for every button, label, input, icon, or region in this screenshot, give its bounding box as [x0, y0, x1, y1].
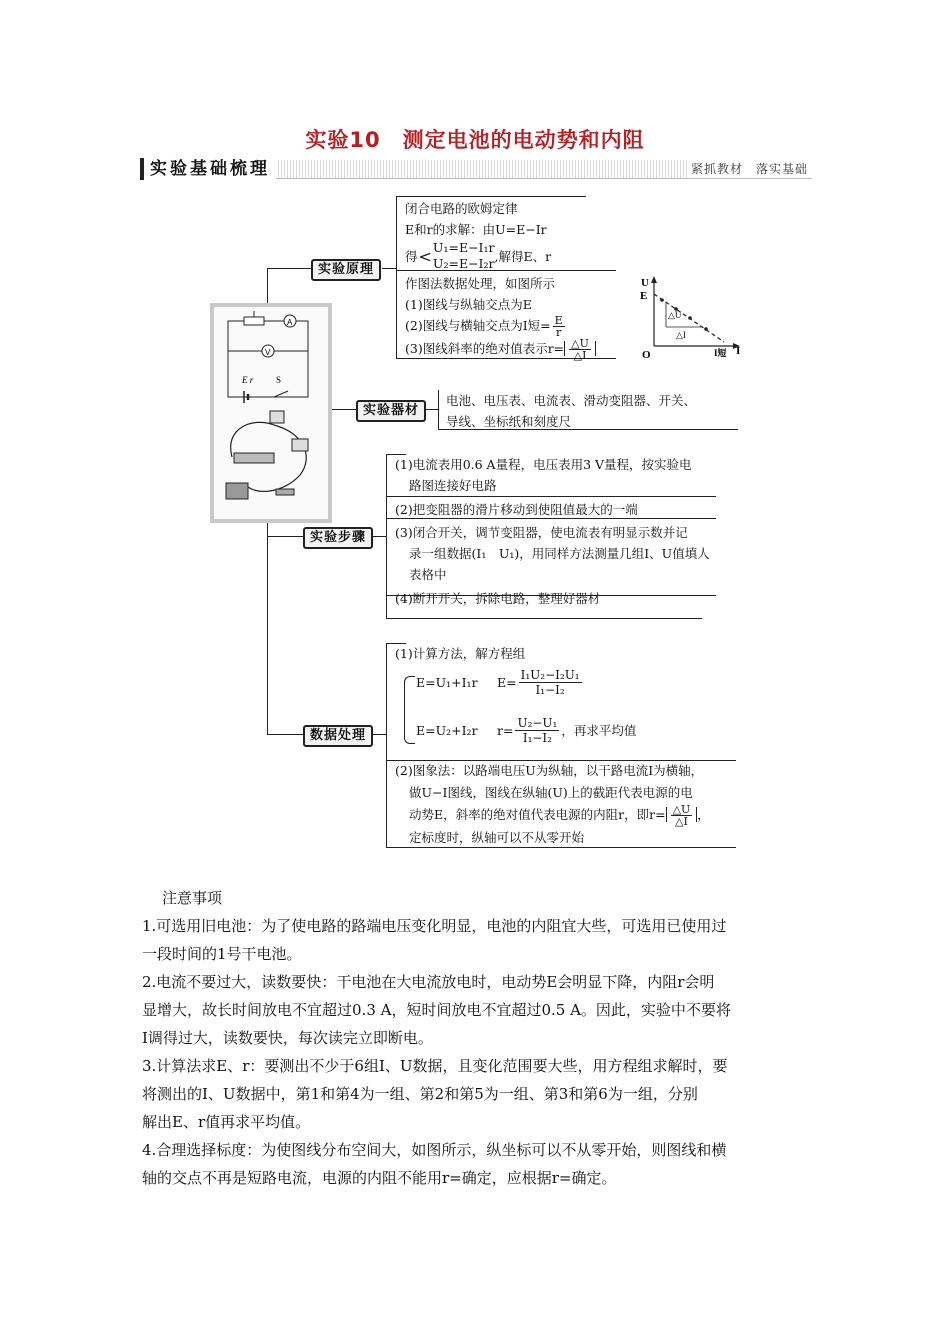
graph-origin-label: O: [642, 349, 651, 361]
principle-line-6: [405, 315, 596, 338]
data-calc-heading: (1)计算方法，解方程组: [395, 646, 526, 661]
principle-line-1: 闭合电路的欧姆定律: [405, 201, 518, 216]
principle-frac-du-di: [569, 338, 591, 361]
steps-line-3: (2)把变阻器的滑片移动到使阻值最大的一端: [395, 502, 638, 517]
principle-equations: [433, 240, 495, 272]
principle-text: [405, 198, 551, 272]
note-3-line-1: 3.计算法求E、r：要测出不少于6组I、U数据，且变化范围要大些，用方程组求解时，要: [142, 1057, 728, 1075]
note-3-line-2: 将测出的I、U数据中，第1和第4为一组、第2和第5为一组、第3和第6为一组，分别: [142, 1085, 698, 1103]
ui-graph: [632, 272, 750, 362]
principle-top-line: [396, 196, 586, 197]
note-1-line-1: 1.可选用旧电池：为了使电路的路端电压变化明显，电池的内阻宜大些，可选用已使用过: [142, 917, 727, 935]
note-4-line-1: 4.合理选择标度：为使图线分布空间大，如图所示，纵坐标可以不从零开始，则图线和横: [142, 1141, 727, 1159]
frac-den: r: [556, 326, 562, 339]
note-4-line-2: 轴的交点不再是短路电流，电源的内阻不能用r=确定，应根据r=确定。: [142, 1169, 617, 1187]
graph-y-label: U: [641, 277, 649, 289]
switch-device-icon: [276, 489, 294, 495]
e-fraction: [519, 668, 582, 697]
note-2-line-2: 显增大，故长时间放电不宜超过0.3 A，短时间放电不宜超过0.5 A。因此，实验中不要将: [142, 1001, 731, 1019]
rheostat-icon: [244, 317, 264, 325]
branch-data: [267, 734, 303, 735]
data-eq-a: E=U₁+I₁r: [416, 675, 478, 690]
graph-point: [688, 316, 692, 320]
rheostat-device-icon: [234, 453, 274, 463]
circuit-loop: [228, 321, 308, 397]
abs-bars: [564, 337, 596, 362]
switch-icon: [274, 391, 288, 397]
principle-line-5: (1)图线与纵轴交点为E: [405, 297, 532, 312]
note-3-line-3: 解出E、r值再求平均值。: [142, 1113, 311, 1131]
switch-label: S: [276, 375, 282, 385]
tree-trunk-top: [267, 268, 268, 306]
principle-line-7-text: (3)图线斜率的绝对值表示r=: [405, 341, 565, 356]
steps-line-7: (4)断开开关，拆除电路，整理好器材: [395, 591, 601, 606]
notes-section: [142, 884, 812, 1192]
graph-method-line-3: [395, 804, 710, 827]
average-note: ，再求平均值: [561, 723, 637, 738]
r-fraction: [515, 716, 559, 745]
principle-eq-1: U₁=E−I₁r: [432, 240, 495, 255]
principle-line-3: [405, 240, 551, 272]
ammeter-device-icon: [292, 439, 308, 451]
principle-line-4: 作图法数据处理，如图所示: [405, 276, 556, 291]
graph-method-line-3-text: 动势E，斜率的绝对值代表电源的内阻r，即r=: [409, 807, 666, 822]
graph-du-label: △U: [668, 310, 682, 320]
ammeter-label: A: [287, 318, 293, 327]
note-2-line-3: I调得过大，读数要快，每次读完立即断电。: [142, 1029, 433, 1047]
steps-line-4: (3)闭合开关，调节变阻器，使电流表有明显示数并记: [395, 525, 688, 540]
graph-method-frac: [671, 804, 693, 827]
data-brace: [386, 643, 387, 847]
equipment-line-1: 电池、电压表、电流表、滑动变阻器、开关、: [446, 393, 697, 408]
graph-method-line-4: 定标度时，纵轴可以不从零开始: [409, 830, 585, 845]
graph-point: [660, 298, 664, 302]
category-principle: 实验原理: [311, 259, 381, 281]
principle-line-3-prefix: 得: [405, 248, 418, 264]
principle-line-3-suffix: ,解得E、r: [494, 248, 552, 264]
frac-num: △U: [571, 337, 589, 350]
voltmeter-label: V: [265, 348, 271, 357]
notes-heading: 注意事项: [162, 889, 223, 907]
branch-steps: [267, 536, 303, 537]
category-steps: 实验步骤: [303, 527, 373, 549]
voltmeter-device-icon: [270, 411, 284, 423]
section-slogan: 紧抓教材 落实基础: [687, 160, 812, 178]
steps-line-5: 录一组数据(I₁ U₁)，用同样方法测量几组I、U值填人: [409, 546, 710, 561]
equipment-text: [446, 390, 696, 432]
graph-method-line-2: 做U−I图线，图线在纵轴(U)上的截距代表电源的电: [409, 785, 693, 800]
principle-line-7: [405, 338, 596, 361]
frac-num: I₁U₂−I₂U₁: [520, 668, 580, 682]
frac-den: △I: [675, 815, 688, 828]
graph-point: [704, 327, 708, 331]
graph-method-line-1: (2)图象法：以路端电压U为纵轴，以干路电流I为横轴，: [395, 763, 704, 778]
brace-glyph: <: [418, 246, 432, 266]
e-lhs: E=: [497, 675, 517, 690]
data-e-solution: [497, 668, 584, 697]
steps-line-6: 表格中: [409, 567, 447, 582]
graph-x-label: I: [736, 345, 741, 357]
frac-den: I₁−I₂: [522, 731, 552, 745]
connector-principle: [382, 268, 396, 269]
graph-e-label: E: [640, 290, 648, 302]
steps-line-1: (1)电流表用0.6 A量程，电压表用3 V量程，按实验电: [395, 457, 692, 472]
data-eq-b: E=U₂+I₂r: [416, 723, 478, 738]
connector-equipment: [426, 409, 438, 410]
frac-num: △U: [672, 803, 691, 816]
battery-label: E r: [242, 375, 254, 385]
r-lhs: r=: [497, 723, 514, 738]
frac-num: E: [554, 314, 563, 327]
graph-y-arrow: [651, 276, 657, 283]
note-1-line-2: 一段时间的1号干电池。: [142, 945, 302, 963]
graph-ishort-label: I短: [714, 348, 727, 358]
steps-line-2: 路图连接好电路: [409, 478, 497, 493]
principle-line-2: E和r的求解：由U=E−Ir: [405, 222, 547, 237]
category-equipment: 实验器材: [356, 400, 426, 422]
branch-principle: [267, 268, 311, 269]
principle-line-6-text: (2)图线与横轴交点为I短=: [405, 318, 551, 333]
steps-bottom-line: [386, 618, 702, 619]
frac-den: △I: [573, 349, 587, 362]
principle-eq-2: U₂=E−I₂r: [432, 256, 495, 271]
steps-brace: [386, 454, 387, 618]
data-r-solution: [497, 716, 636, 745]
note-2-line-1: 2.电流不要过大，读数要快：干电池在大电流放电时，电动势E会明显下降，内阻r会明: [142, 973, 715, 991]
category-data: 数据处理: [303, 725, 373, 747]
equipment-line-2: 导线、坐标纸和刻度尺: [446, 414, 572, 429]
tree-trunk-bottom: [267, 515, 268, 735]
steps-text: [395, 454, 710, 609]
frac-num: U₂−U₁: [517, 716, 558, 730]
section-heading: 实验基础梳理: [140, 158, 276, 180]
graph-method-line-3-end: ，: [697, 807, 710, 822]
principle-brace: [396, 196, 397, 358]
circuit-diagram: [214, 307, 320, 511]
principle-graph-text: [405, 273, 596, 361]
equipment-brace: [438, 390, 439, 430]
battery-device-icon: [226, 483, 248, 499]
connector-data: [372, 734, 386, 735]
graph-di-label: △I: [676, 330, 686, 340]
data-graph-method: [395, 760, 710, 849]
equation-brace: [404, 676, 415, 744]
connector-steps: [372, 536, 386, 537]
page-title: 实验10 测定电池的电动势和内阻: [305, 128, 645, 152]
principle-frac-e-r: [553, 315, 565, 338]
frac-den: I₁−I₂: [535, 683, 565, 697]
abs-bars: [666, 803, 698, 828]
